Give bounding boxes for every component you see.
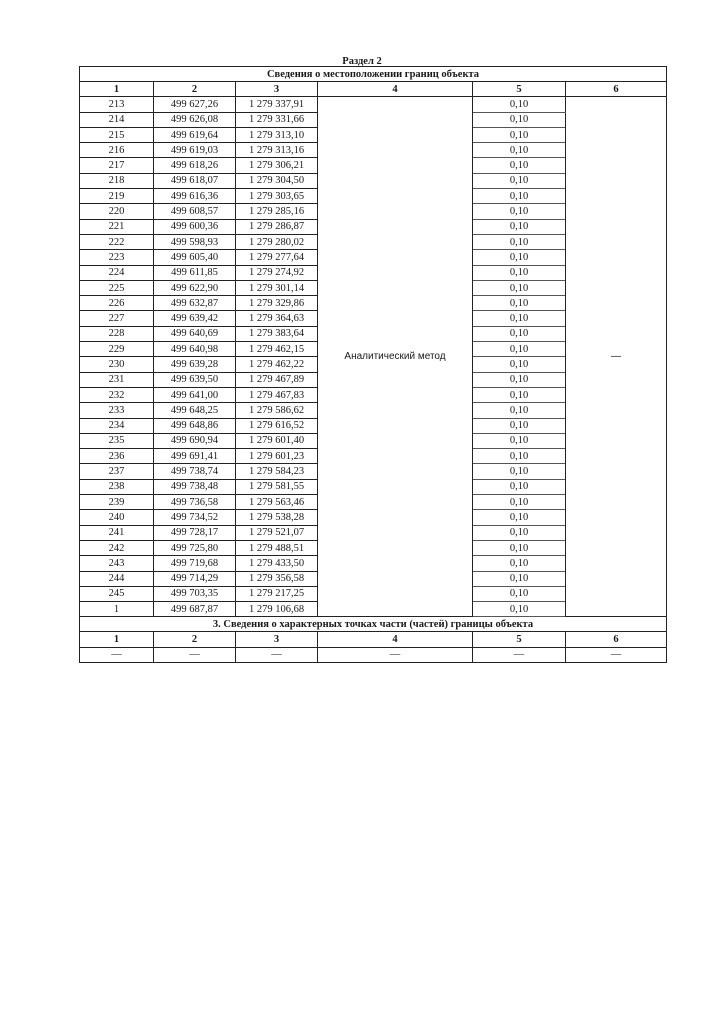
x-coordinate-cell: 499 736,58 [154, 495, 236, 510]
y-coordinate-cell: 1 279 313,16 [236, 143, 318, 158]
x-coordinate-cell: 499 719,68 [154, 556, 236, 571]
y-coordinate-cell: 1 279 280,02 [236, 234, 318, 249]
column-header: 1 [80, 82, 154, 97]
accuracy-cell: 0,10 [473, 204, 566, 219]
point-number-cell: 225 [80, 280, 154, 295]
accuracy-cell: 0,10 [473, 495, 566, 510]
point-number-cell: 220 [80, 204, 154, 219]
x-coordinate-cell: 499 738,74 [154, 464, 236, 479]
y-coordinate-cell: 1 279 383,64 [236, 326, 318, 341]
accuracy-cell: 0,10 [473, 296, 566, 311]
column-header: 2 [154, 632, 236, 647]
accuracy-cell: 0,10 [473, 143, 566, 158]
accuracy-cell: 0,10 [473, 112, 566, 127]
accuracy-cell: 0,10 [473, 525, 566, 540]
x-coordinate-cell: 499 618,07 [154, 173, 236, 188]
y-coordinate-cell: 1 279 601,23 [236, 449, 318, 464]
y-coordinate-cell: 1 279 538,28 [236, 510, 318, 525]
table-caption: Сведения о местоположении границ объекта [80, 67, 667, 82]
accuracy-cell: 0,10 [473, 418, 566, 433]
point-number-cell: 244 [80, 571, 154, 586]
point-number-cell: 240 [80, 510, 154, 525]
table3-cell: — [154, 647, 236, 662]
y-coordinate-cell: 1 279 329,86 [236, 296, 318, 311]
column-header: 5 [473, 632, 566, 647]
x-coordinate-cell: 499 608,57 [154, 204, 236, 219]
column-header: 3 [236, 82, 318, 97]
y-coordinate-cell: 1 279 277,64 [236, 250, 318, 265]
point-number-cell: 222 [80, 234, 154, 249]
accuracy-cell: 0,10 [473, 479, 566, 494]
x-coordinate-cell: 499 687,87 [154, 602, 236, 617]
point-number-cell: 239 [80, 495, 154, 510]
point-number-cell: 223 [80, 250, 154, 265]
point-number-cell: 236 [80, 449, 154, 464]
accuracy-cell: 0,10 [473, 403, 566, 418]
accuracy-cell: 0,10 [473, 433, 566, 448]
x-coordinate-cell: 499 626,08 [154, 112, 236, 127]
x-coordinate-cell: 499 641,00 [154, 387, 236, 402]
accuracy-cell: 0,10 [473, 571, 566, 586]
x-coordinate-cell: 499 725,80 [154, 540, 236, 555]
x-coordinate-cell: 499 627,26 [154, 97, 236, 112]
x-coordinate-cell: 499 714,29 [154, 571, 236, 586]
table3-header-row [80, 632, 667, 647]
x-coordinate-cell: 499 640,98 [154, 342, 236, 357]
accuracy-cell: 0,10 [473, 280, 566, 295]
point-number-cell: 214 [80, 112, 154, 127]
x-coordinate-cell: 499 690,94 [154, 433, 236, 448]
table-header-row [80, 82, 667, 97]
column-header: 6 [566, 632, 667, 647]
y-coordinate-cell: 1 279 462,22 [236, 357, 318, 372]
y-coordinate-cell: 1 279 467,89 [236, 372, 318, 387]
accuracy-cell: 0,10 [473, 173, 566, 188]
y-coordinate-cell: 1 279 433,50 [236, 556, 318, 571]
x-coordinate-cell: 499 648,86 [154, 418, 236, 433]
x-coordinate-cell: 499 619,03 [154, 143, 236, 158]
x-coordinate-cell: 499 691,41 [154, 449, 236, 464]
y-coordinate-cell: 1 279 331,66 [236, 112, 318, 127]
point-number-cell: 231 [80, 372, 154, 387]
accuracy-cell: 0,10 [473, 158, 566, 173]
x-coordinate-cell: 499 618,26 [154, 158, 236, 173]
x-coordinate-cell: 499 632,87 [154, 296, 236, 311]
accuracy-cell: 0,10 [473, 189, 566, 204]
x-coordinate-cell: 499 639,42 [154, 311, 236, 326]
x-coordinate-cell: 499 600,36 [154, 219, 236, 234]
y-coordinate-cell: 1 279 285,16 [236, 204, 318, 219]
column-header: 1 [80, 632, 154, 647]
x-coordinate-cell: 499 598,93 [154, 234, 236, 249]
accuracy-cell: 0,10 [473, 387, 566, 402]
column-header: 3 [236, 632, 318, 647]
point-number-cell: 227 [80, 311, 154, 326]
y-coordinate-cell: 1 279 313,10 [236, 127, 318, 142]
y-coordinate-cell: 1 279 462,15 [236, 342, 318, 357]
accuracy-cell: 0,10 [473, 234, 566, 249]
point-number-cell: 229 [80, 342, 154, 357]
point-number-cell: 232 [80, 387, 154, 402]
accuracy-cell: 0,10 [473, 127, 566, 142]
point-number-cell: 1 [80, 602, 154, 617]
section-title: Раздел 2 [342, 56, 382, 67]
boundary-table [79, 66, 667, 663]
point-number-cell: 245 [80, 586, 154, 601]
x-coordinate-cell: 499 728,17 [154, 525, 236, 540]
y-coordinate-cell: 1 279 217,25 [236, 586, 318, 601]
table3-cell: — [236, 647, 318, 662]
column-header: 4 [318, 82, 473, 97]
point-number-cell: 224 [80, 265, 154, 280]
x-coordinate-cell: 499 639,50 [154, 372, 236, 387]
table3-row [80, 647, 667, 662]
column-header: 4 [318, 632, 473, 647]
table3-cell: — [80, 647, 154, 662]
y-coordinate-cell: 1 279 304,50 [236, 173, 318, 188]
x-coordinate-cell: 499 619,64 [154, 127, 236, 142]
point-number-cell: 237 [80, 464, 154, 479]
y-coordinate-cell: 1 279 301,14 [236, 280, 318, 295]
y-coordinate-cell: 1 279 337,91 [236, 97, 318, 112]
accuracy-cell: 0,10 [473, 540, 566, 555]
accuracy-cell: 0,10 [473, 219, 566, 234]
table3-cell: — [473, 647, 566, 662]
y-coordinate-cell: 1 279 586,62 [236, 403, 318, 418]
y-coordinate-cell: 1 279 356,58 [236, 571, 318, 586]
accuracy-cell: 0,10 [473, 510, 566, 525]
column6-cell: — [566, 97, 667, 617]
point-number-cell: 234 [80, 418, 154, 433]
point-number-cell: 230 [80, 357, 154, 372]
point-number-cell: 221 [80, 219, 154, 234]
accuracy-cell: 0,10 [473, 449, 566, 464]
column-header: 6 [566, 82, 667, 97]
y-coordinate-cell: 1 279 488,51 [236, 540, 318, 555]
y-coordinate-cell: 1 279 286,87 [236, 219, 318, 234]
y-coordinate-cell: 1 279 616,52 [236, 418, 318, 433]
point-number-cell: 241 [80, 525, 154, 540]
point-number-cell: 242 [80, 540, 154, 555]
point-number-cell: 217 [80, 158, 154, 173]
accuracy-cell: 0,10 [473, 326, 566, 341]
point-number-cell: 238 [80, 479, 154, 494]
point-number-cell: 213 [80, 97, 154, 112]
y-coordinate-cell: 1 279 274,92 [236, 265, 318, 280]
accuracy-cell: 0,10 [473, 464, 566, 479]
x-coordinate-cell: 499 734,52 [154, 510, 236, 525]
x-coordinate-cell: 499 622,90 [154, 280, 236, 295]
accuracy-cell: 0,10 [473, 311, 566, 326]
x-coordinate-cell: 499 639,28 [154, 357, 236, 372]
point-number-cell: 219 [80, 189, 154, 204]
x-coordinate-cell: 499 738,48 [154, 479, 236, 494]
x-coordinate-cell: 499 616,36 [154, 189, 236, 204]
point-number-cell: 218 [80, 173, 154, 188]
accuracy-cell: 0,10 [473, 342, 566, 357]
table3-cell: — [318, 647, 473, 662]
x-coordinate-cell: 499 648,25 [154, 403, 236, 418]
y-coordinate-cell: 1 279 601,40 [236, 433, 318, 448]
x-coordinate-cell: 499 703,35 [154, 586, 236, 601]
y-coordinate-cell: 1 279 364,63 [236, 311, 318, 326]
x-coordinate-cell: 499 605,40 [154, 250, 236, 265]
table3-cell: — [566, 647, 667, 662]
x-coordinate-cell: 499 640,69 [154, 326, 236, 341]
point-number-cell: 228 [80, 326, 154, 341]
y-coordinate-cell: 1 279 521,07 [236, 525, 318, 540]
y-coordinate-cell: 1 279 106,68 [236, 602, 318, 617]
column-header: 5 [473, 82, 566, 97]
y-coordinate-cell: 1 279 581,55 [236, 479, 318, 494]
column-header: 2 [154, 82, 236, 97]
accuracy-cell: 0,10 [473, 250, 566, 265]
y-coordinate-cell: 1 279 584,23 [236, 464, 318, 479]
y-coordinate-cell: 1 279 467,83 [236, 387, 318, 402]
accuracy-cell: 0,10 [473, 265, 566, 280]
accuracy-cell: 0,10 [473, 97, 566, 112]
method-cell: Аналитический метод [318, 97, 473, 617]
x-coordinate-cell: 499 611,85 [154, 265, 236, 280]
y-coordinate-cell: 1 279 306,21 [236, 158, 318, 173]
point-number-cell: 215 [80, 127, 154, 142]
accuracy-cell: 0,10 [473, 586, 566, 601]
accuracy-cell: 0,10 [473, 372, 566, 387]
point-number-cell: 243 [80, 556, 154, 571]
point-number-cell: 226 [80, 296, 154, 311]
point-number-cell: 216 [80, 143, 154, 158]
y-coordinate-cell: 1 279 303,65 [236, 189, 318, 204]
point-number-cell: 233 [80, 403, 154, 418]
table-row [80, 97, 667, 112]
y-coordinate-cell: 1 279 563,46 [236, 495, 318, 510]
point-number-cell: 235 [80, 433, 154, 448]
accuracy-cell: 0,10 [473, 357, 566, 372]
table3-caption: 3. Сведения о характерных точках части (частей) границы объекта [80, 617, 667, 632]
accuracy-cell: 0,10 [473, 602, 566, 617]
accuracy-cell: 0,10 [473, 556, 566, 571]
